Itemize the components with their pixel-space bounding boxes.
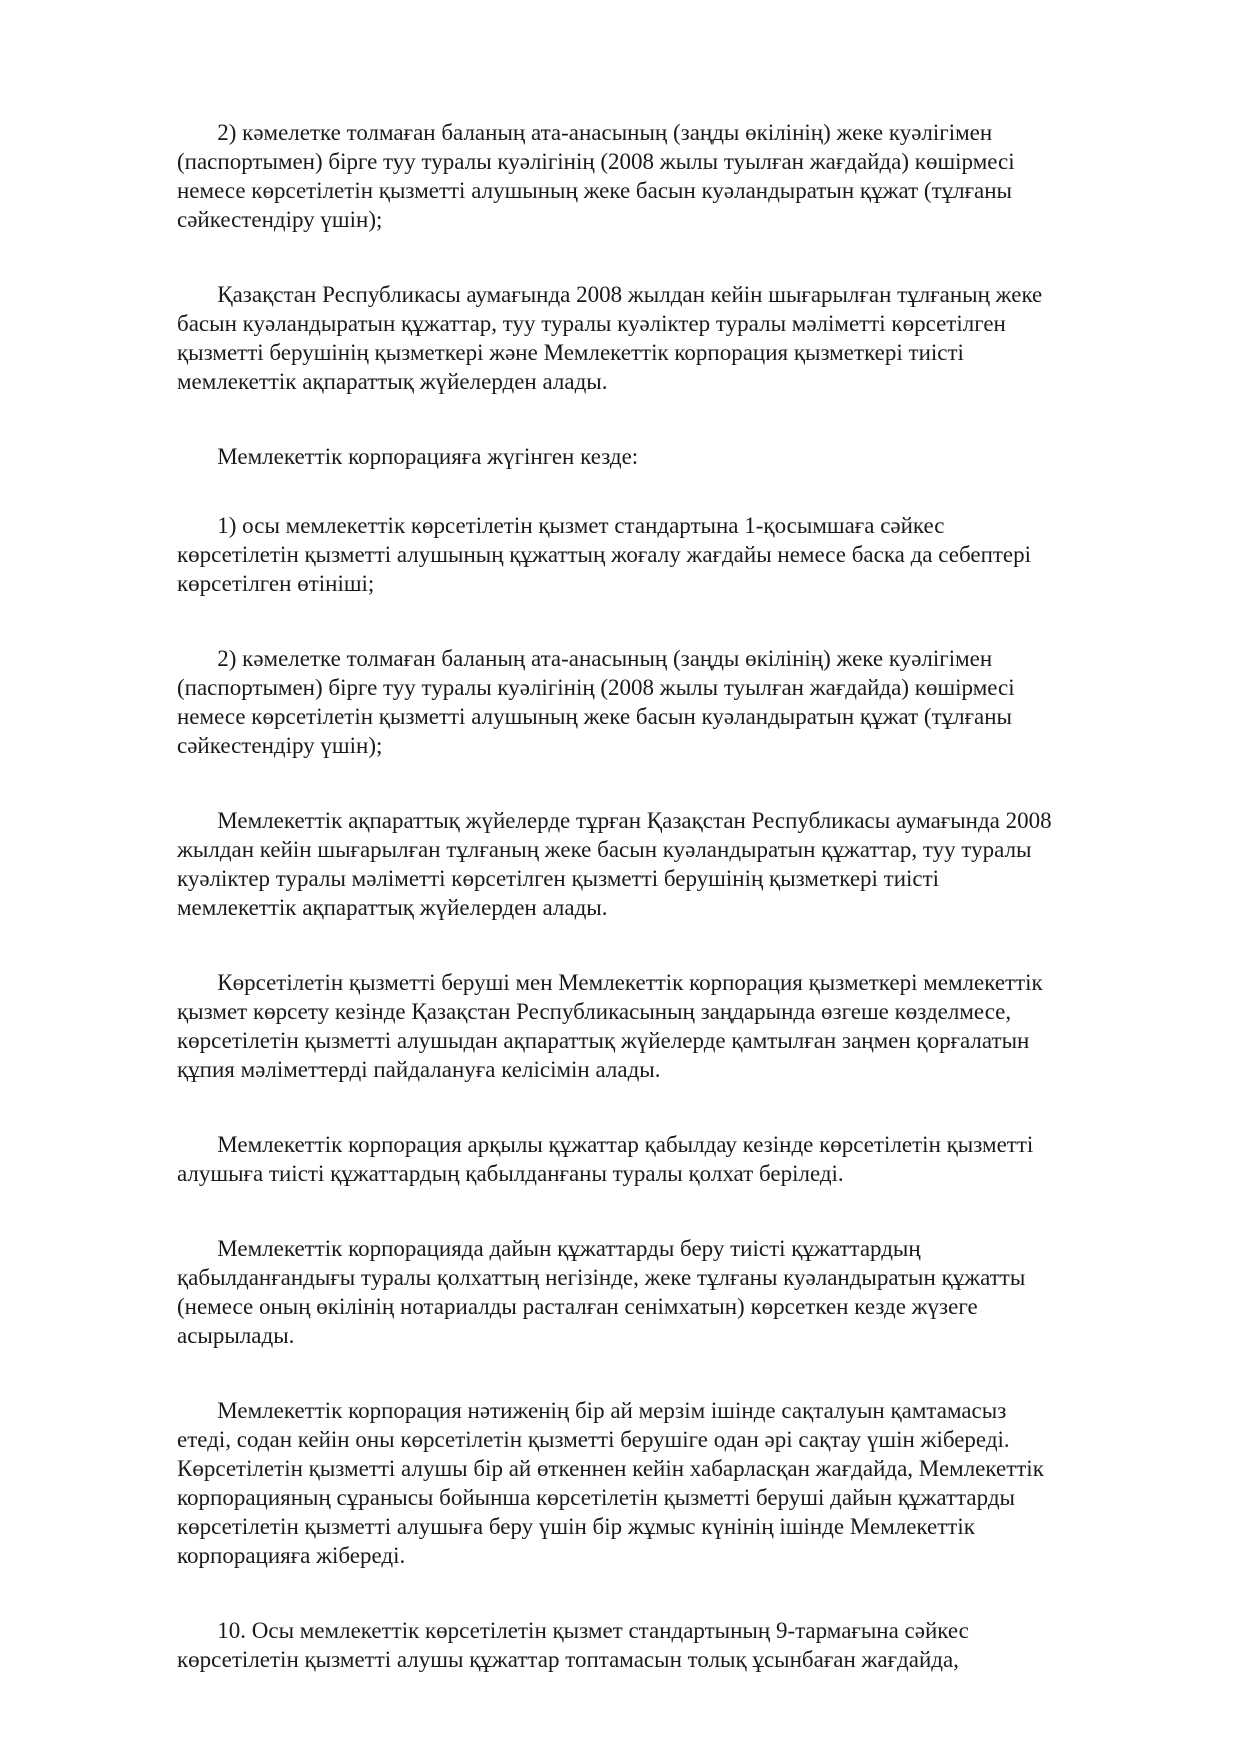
document-page [177,118,1152,1720]
paragraph-item-2-documents: 2) кәмелетке толмаған баланың ата-анасының (заңды өкілінің) жеке куәлігімен (паспортымен) бірге туу туралы куәлігінің (2008 жылы туылған жағдайда) көшірмесі немесе көрсетілетін қызметті алушының жеке басын куәландыратын құжат (тұлғаны сәйкестендіру үшін); [177,120,1015,232]
paragraph-item-1-application: 1) осы мемлекеттік көрсетілетін қызмет стандартына 1-қосымшаға сәйкес көрсетілетін қызметті алушының құжаттың жоғалу жағдайы немесе баска да себептері көрсетілген өтініші; [177,513,1032,596]
paragraph-consent: Көрсетілетін қызметті беруші мен Мемлекеттік корпорация қызметкері мемлекеттік қызмет көрсету кезінде Қазақстан Республикасының заңдарында өзгеше көзделмесе, көрсетілетін қызметті алушыдан ақпараттық жүйелерде қамтылған заңмен қорғалатын құпия мәліметтерді пайдалануға келісімін алады. [177,970,1043,1082]
paragraph-state-info-systems: Мемлекеттік ақпараттық жүйелерде тұрған Қазақстан Республикасы аумағында 2008 жылдан кейін шығарылған тұлғаның жеке басын куәландыратын құжаттар, туу туралы куәліктер туралы мәліметті көрсетілген қызметті берушінің қызметкері тиісті мемлекеттік ақпараттық жүйелерден алады. [177,808,1052,920]
paragraph-info-systems: Қазақстан Республикасы аумағында 2008 жылдан кейін шығарылған тұлғаның жеке басын куәландыратын құжаттар, туу туралы куәліктер туралы мәліметті көрсетілген қызметті берушінің қызметкері және Мемлекеттік корпорация қызметкері тиісті мемлекеттік ақпараттық жүйелерден алады. [177,282,1043,394]
paragraph-item-2-documents-repeat: 2) кәмелетке толмаған баланың ата-анасының (заңды өкілінің) жеке куәлігімен (паспортымен) бірге туу туралы куәлігінің (2008 жылы туылған жағдайда) көшірмесі немесе көрсетілетін қызметті алушының жеке басын куәландыратын құжат (тұлғаны сәйкестендіру үшін); [177,646,1015,758]
paragraph-item-10: 10. Осы мемлекеттік көрсетілетін қызмет стандартының 9-тармағына сәйкес көрсетілетін қызметті алушы құжаттар топтамасын толық ұсынбаған жағдайда, [177,1618,969,1672]
paragraph-storage: Мемлекеттік корпорация нәтиженің бір ай мерзім ішінде сақталуын қамтамасыз етеді, содан кейін оны көрсетілетін қызметті берушіге одан әрі сақтау үшін жібереді. Көрсетілетін қызметті алушы бір ай өткеннен кейін хабарласқан жағдайда, Мемлекеттік корпорацияның сұранысы бойынша көрсетілетін қызметті беруші дайын құжаттарды көрсетілетін қызметті алушыға беру үшін бір жұмыс күнінің ішінде Мемлекеттік корпорацияға жібереді. [177,1398,1044,1568]
paragraph-issuance: Мемлекеттік корпорацияда дайын құжаттарды беру тиісті құжаттардың қабылданғандығы туралы қолхаттың негізінде, жеке тұлғаны куәландыратын құжатты (немесе оның өкілінің нотариалды расталған сенімхатын) көрсеткен кезде жүзеге асырылады. [177,1236,1026,1348]
paragraph-state-corporation-intro: Мемлекеттік корпорацияға жүгінген кезде: [177,444,639,469]
paragraph-receipt: Мемлекеттік корпорация арқылы құжаттар қабылдау кезінде көрсетілетін қызметті алушыға тиісті құжаттардың қабылданғаны туралы қолхат беріледі. [177,1132,1034,1186]
